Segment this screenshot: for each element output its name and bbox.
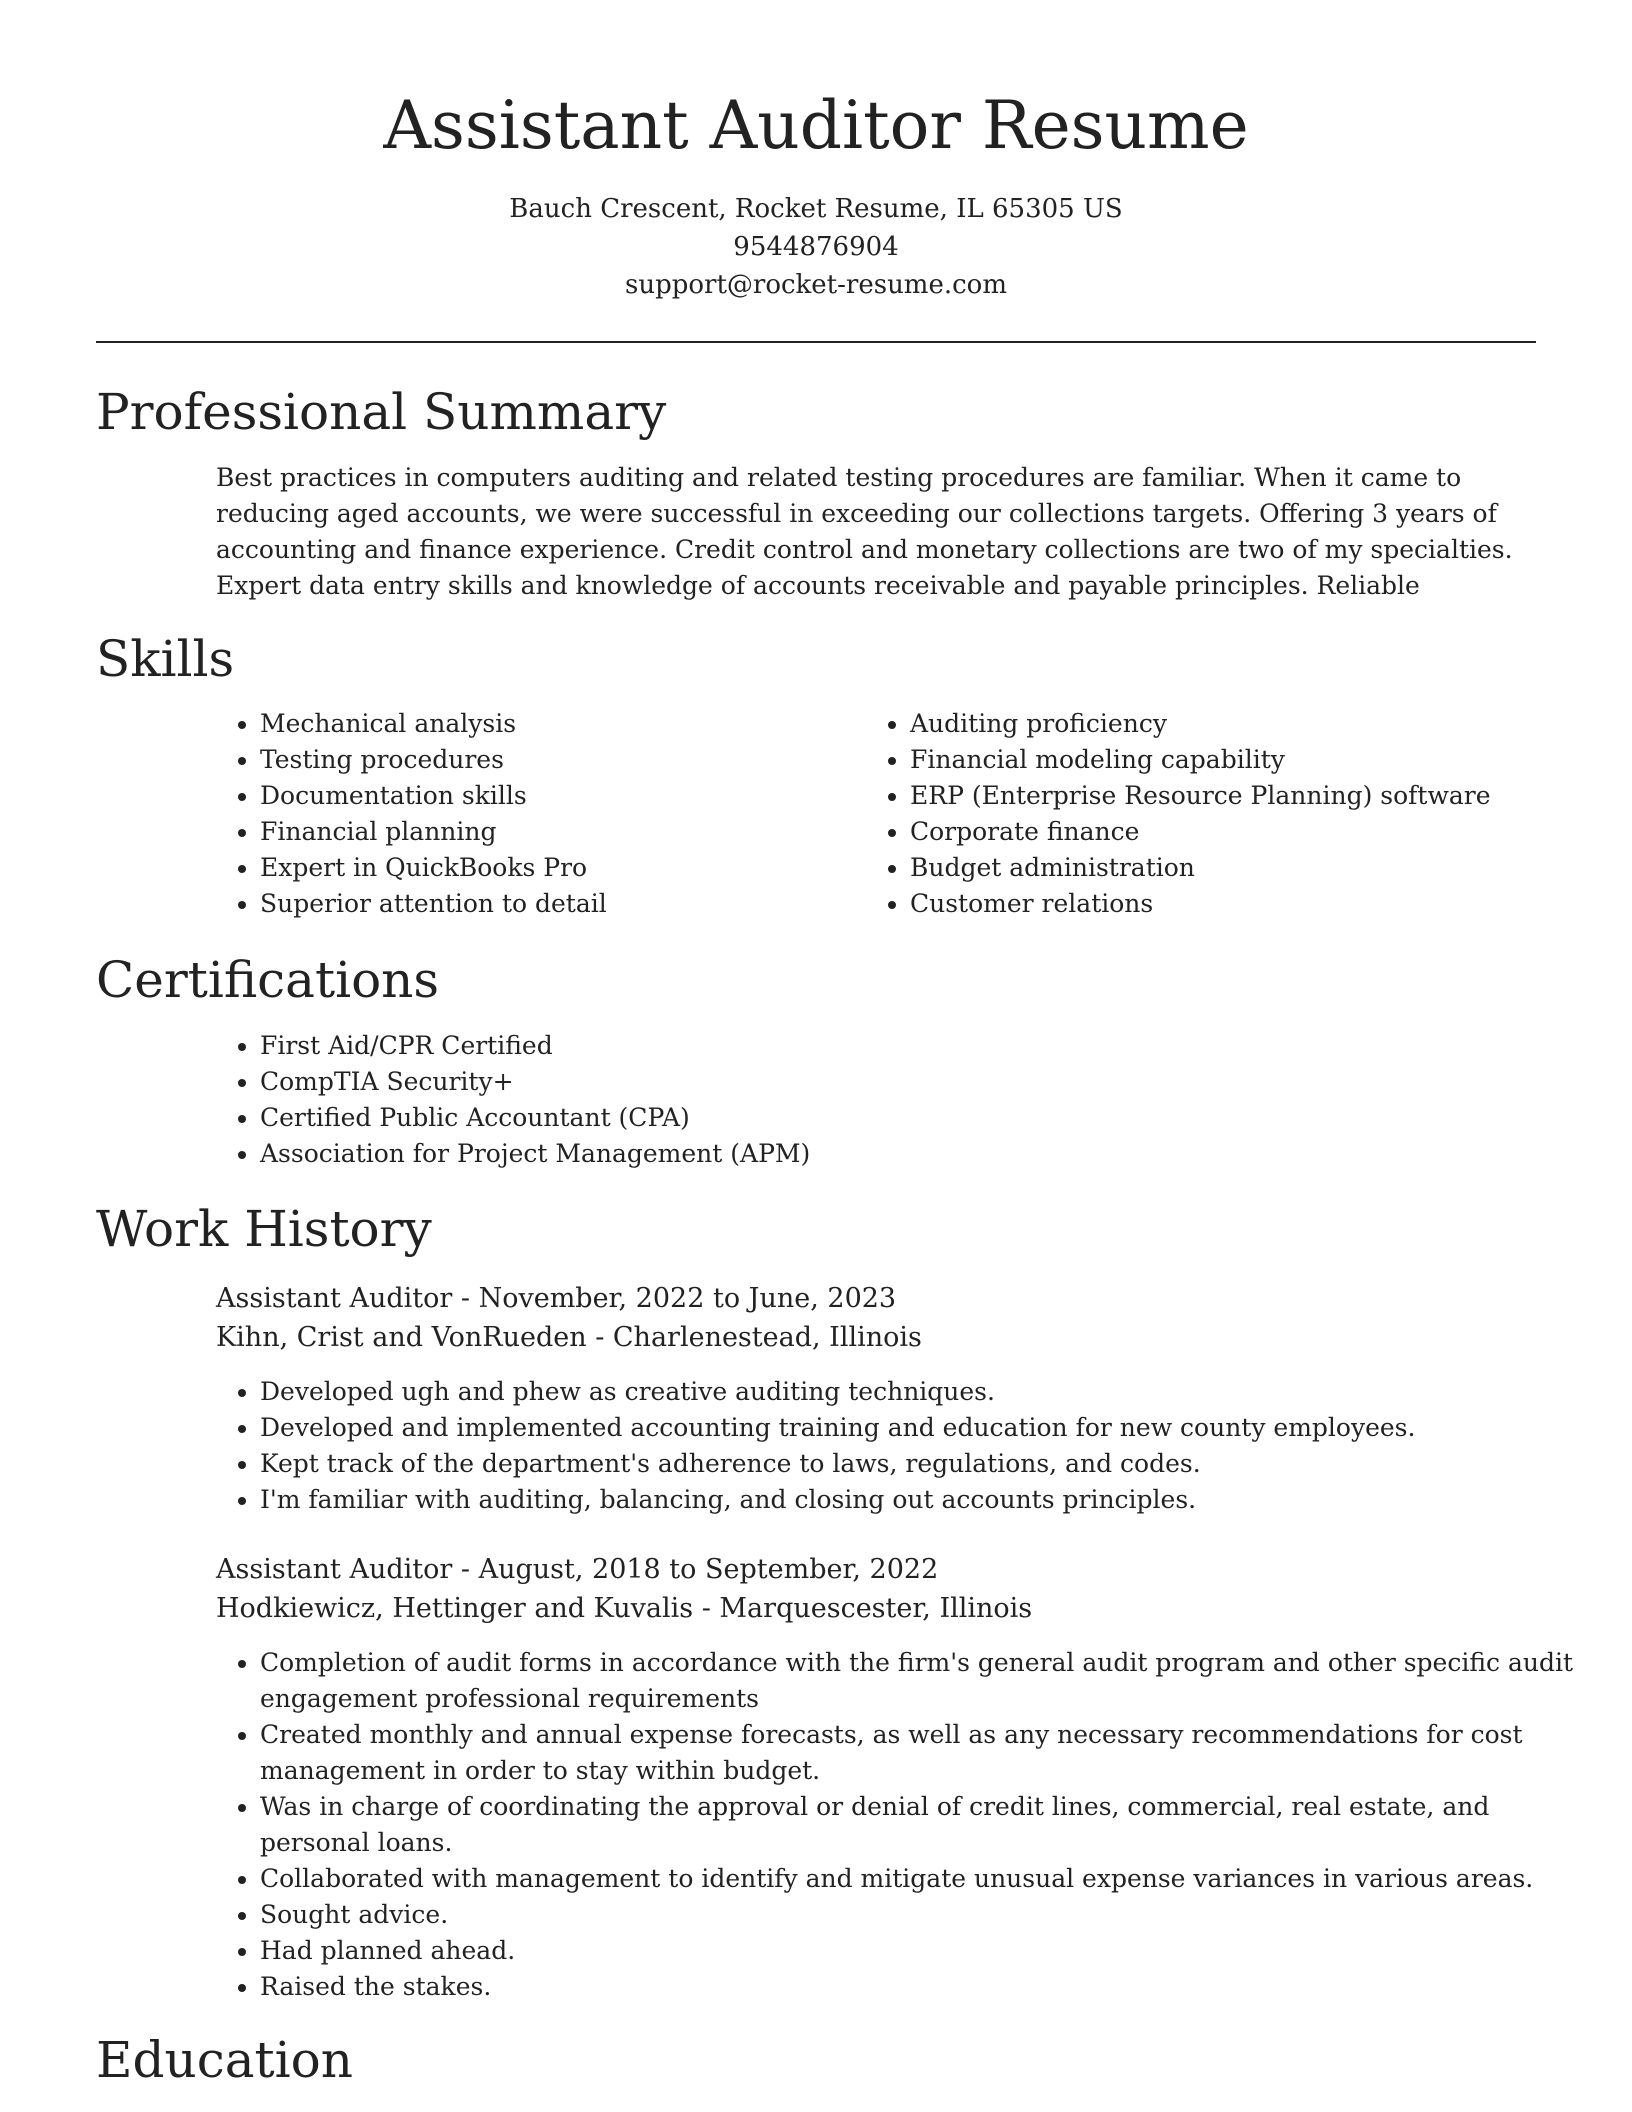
job-bullet: • Created monthly and annual expense forecasts, as well as any necessary recommendations for cost management in order to stay within budget. bbox=[260, 1717, 1590, 1789]
job-bullet: • Collaborated with management to identify and mitigate unusual expense variances in various areas. bbox=[260, 1861, 1590, 1897]
skill-item: • Superior attention to detail bbox=[260, 886, 860, 922]
skill-item: • Mechanical analysis bbox=[260, 706, 860, 742]
contact-phone: 9544876904 bbox=[733, 232, 899, 262]
certifications-list bbox=[216, 1028, 1560, 1172]
skill-item: • Corporate finance bbox=[910, 814, 1590, 850]
header-divider bbox=[96, 341, 1536, 343]
job-bullet: • Was in charge of coordinating the approval or denial of credit lines, commercial, real estate, and personal loans. bbox=[260, 1789, 1590, 1861]
job-title-line bbox=[216, 1280, 896, 1318]
skills-list-right bbox=[866, 706, 1590, 922]
resume-title: Assistant Auditor Resume bbox=[383, 87, 1249, 164]
skill-item: • Testing procedures bbox=[260, 742, 860, 778]
job-bullet: • I'm familiar with auditing, balancing, and closing out accounts principles. bbox=[260, 1482, 1590, 1518]
job-bullet: • Kept track of the department's adherence to laws, regulations, and codes. bbox=[260, 1446, 1590, 1482]
skill-item: • Auditing proficiency bbox=[910, 706, 1590, 742]
certification-item: • Association for Project Management (APM) bbox=[260, 1136, 1560, 1172]
education-heading: Education bbox=[96, 2031, 353, 2089]
job-title: Assistant Auditor bbox=[216, 1554, 453, 1585]
job-location: - Charlenestead, Illinois bbox=[586, 1322, 922, 1353]
job-company-line bbox=[216, 1590, 1032, 1628]
job-company-line bbox=[216, 1319, 922, 1357]
job-title-line bbox=[216, 1551, 938, 1589]
job-bullet: • Developed and implemented accounting training and education for new county employees. bbox=[260, 1410, 1590, 1446]
job-dates: - November, 2022 to June, 2023 bbox=[452, 1283, 897, 1314]
skill-item: • Expert in QuickBooks Pro bbox=[260, 850, 860, 886]
job-bullet: • Developed ugh and phew as creative auditing techniques. bbox=[260, 1374, 1590, 1410]
job-title: Assistant Auditor bbox=[216, 1283, 453, 1314]
job-company: Kihn, Crist and VonRueden bbox=[216, 1322, 587, 1353]
summary-heading: Professional Summary bbox=[96, 383, 667, 441]
job-location: - Marquescester, Illinois bbox=[693, 1593, 1033, 1624]
certifications-heading: Certifications bbox=[96, 951, 440, 1009]
job-bullet: • Sought advice. bbox=[260, 1897, 1590, 1933]
skill-item: • Financial planning bbox=[260, 814, 860, 850]
job-bullets bbox=[216, 1374, 1590, 1518]
contact-address: Bauch Crescent, Rocket Resume, IL 65305 US bbox=[509, 194, 1123, 224]
job-bullet: • Raised the stakes. bbox=[260, 1969, 1590, 2005]
work-history-heading: Work History bbox=[96, 1200, 432, 1258]
skill-item: • Customer relations bbox=[910, 886, 1590, 922]
certification-item: • First Aid/CPR Certified bbox=[260, 1028, 1560, 1064]
job-bullets bbox=[216, 1645, 1590, 2005]
skill-item: • ERP (Enterprise Resource Planning) software bbox=[910, 778, 1590, 814]
certification-item: • Certified Public Accountant (CPA) bbox=[260, 1100, 1560, 1136]
skill-item: • Budget administration bbox=[910, 850, 1590, 886]
job-dates: - August, 2018 to September, 2022 bbox=[452, 1554, 939, 1585]
certification-item: • CompTIA Security+ bbox=[260, 1064, 1560, 1100]
summary-text: Best practices in computers auditing and related testing procedures are familiar. When it came to reducing aged accounts, we were successful in exceeding our collections targets. Offering 3 years of accounting and finance experience. Credit control and monetary collections are two of my specialties. Expert data entry skills and knowledge of accounts receivable and payable principles. Reliable bbox=[216, 463, 1513, 600]
skills-heading: Skills bbox=[96, 630, 235, 688]
job-bullet: • Had planned ahead. bbox=[260, 1933, 1590, 1969]
job-company: Hodkiewicz, Hettinger and Kuvalis bbox=[216, 1593, 694, 1624]
skill-item: • Financial modeling capability bbox=[910, 742, 1590, 778]
contact-email: support@rocket-resume.com bbox=[624, 270, 1007, 300]
skill-item: • Documentation skills bbox=[260, 778, 860, 814]
skills-list-left bbox=[216, 706, 860, 922]
job-bullet: • Completion of audit forms in accordance with the firm's general audit program and other specific audit engagement professional requirements bbox=[260, 1645, 1590, 1717]
